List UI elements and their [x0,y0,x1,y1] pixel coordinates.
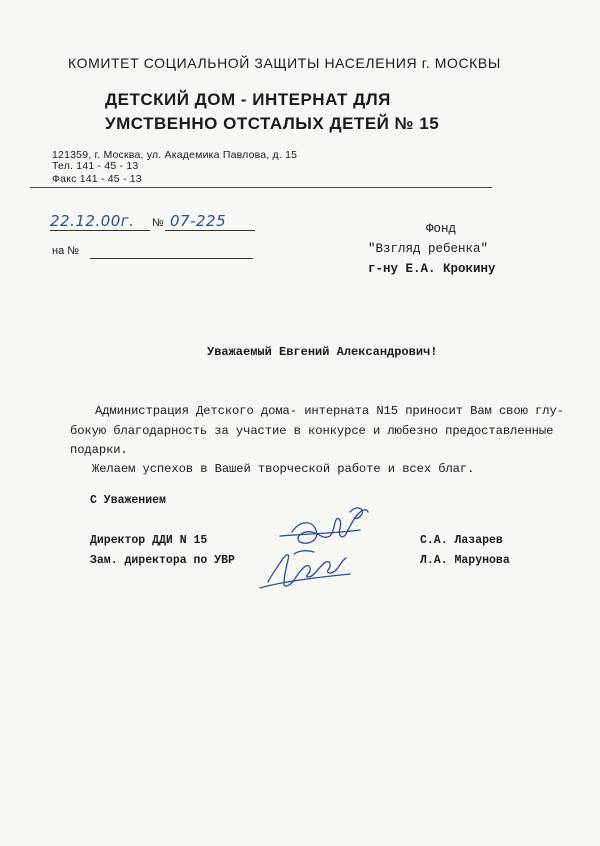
director-name: С.А. Лазарев [420,534,503,547]
regards: С Уважением [90,494,166,507]
org-name-line1: ДЕТСКИЙ ДОМ - ИНТЕРНАТ ДЛЯ [105,90,391,109]
org-name-line2: УМСТВЕННО ОТСТАЛЫХ ДЕТЕЙ № 15 [105,114,440,133]
address: 121359, г. Москва, ул. Академика Павлова, д. 15 [52,149,298,161]
number-label: № [152,217,164,229]
deputy-title: Зам. директора по УВР [90,554,235,567]
reply-to-underline [90,258,253,259]
fax: Факс 141 - 45 - 13 [52,173,142,185]
handwritten-signatures [250,490,390,600]
deputy-name: Л.А. Марунова [420,554,510,567]
body-para1-line3: подарки. [70,443,128,457]
director-signature [280,508,368,543]
phone: Тел. 141 - 45 - 13 [52,160,139,172]
director-title: Директор ДДИ N 15 [90,534,208,547]
body-para2: Желаем успехов в Вашей творческой работе и всех благ. [92,462,475,476]
outgoing-date: 22.12.00г. [50,212,135,230]
recipient-line1: Фонд [426,222,457,236]
date-underline [50,230,150,231]
outgoing-number: 07-225 [170,212,227,230]
salutation: Уважаемый Евгений Александрович! [207,345,438,359]
recipient-line2: "Взгляд ребенка" [368,242,489,256]
reply-to-label: на № [52,245,80,257]
committee-header: КОМИТЕТ СОЦИАЛЬНОЙ ЗАЩИТЫ НАСЕЛЕНИЯ г. МОСКВЫ [68,55,501,71]
number-underline [165,230,255,231]
header-divider [30,187,492,188]
deputy-signature [260,551,350,588]
body-para1-line2: бокую благодарность за участие в конкурсе и любезно предоставленные [70,424,554,438]
recipient-line3: г-ну Е.А. Крокину [368,262,496,276]
body-para1-line1: Администрация Детского дома- интерната N15 приносит Вам свою глу- [95,404,564,418]
